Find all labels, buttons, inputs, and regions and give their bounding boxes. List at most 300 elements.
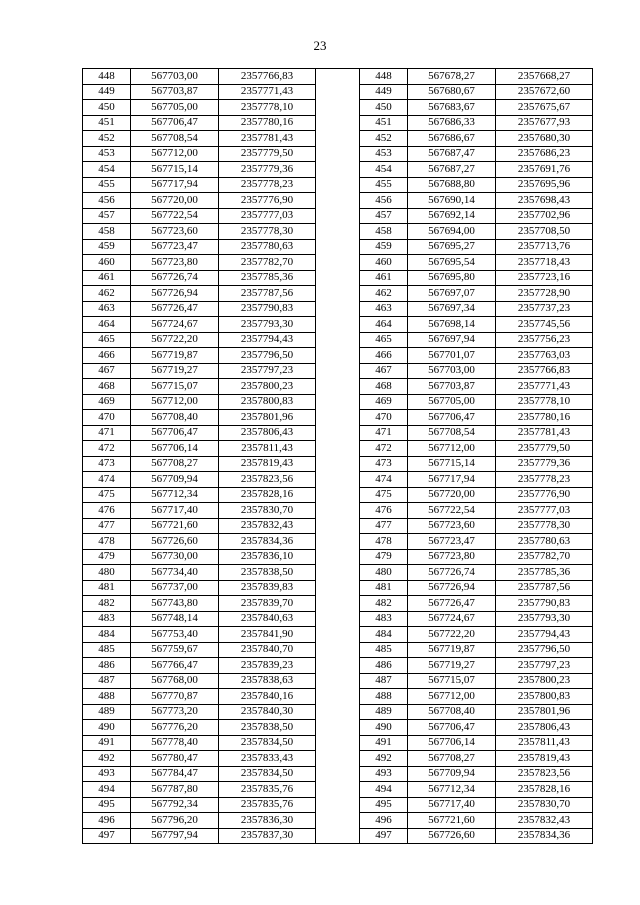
left-x-coordinate-cell: 567708,54 [131,131,219,147]
column-gap [316,441,360,457]
right-point-number-cell: 464 [360,317,408,333]
right-point-number-cell: 496 [360,813,408,829]
left-x-coordinate-cell: 567703,00 [131,69,219,85]
right-x-coordinate-cell: 567722,20 [408,627,496,643]
table-row [83,286,593,302]
left-x-coordinate-cell: 567709,94 [131,472,219,488]
left-point-number-cell: 480 [83,565,131,581]
right-y-coordinate-cell: 2357702,96 [496,208,593,224]
right-point-number-cell: 481 [360,580,408,596]
left-y-coordinate-cell: 2357800,23 [219,379,316,395]
table-row [83,828,593,844]
right-y-coordinate-cell: 2357793,30 [496,611,593,627]
left-y-coordinate-cell: 2357811,43 [219,441,316,457]
column-gap [316,69,360,85]
right-point-number-cell: 467 [360,363,408,379]
right-x-coordinate-cell: 567715,07 [408,673,496,689]
left-y-coordinate-cell: 2357776,90 [219,193,316,209]
left-x-coordinate-cell: 567706,47 [131,425,219,441]
left-point-number-cell: 481 [83,580,131,596]
right-y-coordinate-cell: 2357781,43 [496,425,593,441]
right-point-number-cell: 485 [360,642,408,658]
left-x-coordinate-cell: 567724,67 [131,317,219,333]
left-y-coordinate-cell: 2357834,50 [219,766,316,782]
right-y-coordinate-cell: 2357830,70 [496,797,593,813]
left-y-coordinate-cell: 2357838,50 [219,720,316,736]
left-x-coordinate-cell: 567726,60 [131,534,219,550]
right-x-coordinate-cell: 567712,34 [408,782,496,798]
left-x-coordinate-cell: 567703,87 [131,84,219,100]
right-point-number-cell: 487 [360,673,408,689]
column-gap [316,549,360,565]
right-y-coordinate-cell: 2357680,30 [496,131,593,147]
right-x-coordinate-cell: 567692,14 [408,208,496,224]
left-point-number-cell: 491 [83,735,131,751]
left-y-coordinate-cell: 2357835,76 [219,782,316,798]
left-point-number-cell: 468 [83,379,131,395]
left-point-number-cell: 476 [83,503,131,519]
table-row [83,673,593,689]
left-x-coordinate-cell: 567722,20 [131,332,219,348]
right-y-coordinate-cell: 2357771,43 [496,379,593,395]
right-y-coordinate-cell: 2357794,43 [496,627,593,643]
left-x-coordinate-cell: 567778,40 [131,735,219,751]
column-gap [316,797,360,813]
right-point-number-cell: 454 [360,162,408,178]
right-x-coordinate-cell: 567687,47 [408,146,496,162]
column-gap [316,208,360,224]
right-y-coordinate-cell: 2357811,43 [496,735,593,751]
left-y-coordinate-cell: 2357797,23 [219,363,316,379]
right-y-coordinate-cell: 2357672,60 [496,84,593,100]
left-x-coordinate-cell: 567730,00 [131,549,219,565]
right-x-coordinate-cell: 567698,14 [408,317,496,333]
right-point-number-cell: 477 [360,518,408,534]
right-y-coordinate-cell: 2357800,83 [496,689,593,705]
left-point-number-cell: 488 [83,689,131,705]
left-point-number-cell: 493 [83,766,131,782]
table-row [83,425,593,441]
right-x-coordinate-cell: 567708,54 [408,425,496,441]
right-point-number-cell: 453 [360,146,408,162]
left-y-coordinate-cell: 2357836,10 [219,549,316,565]
left-x-coordinate-cell: 567780,47 [131,751,219,767]
right-point-number-cell: 470 [360,410,408,426]
column-gap [316,131,360,147]
left-y-coordinate-cell: 2357780,16 [219,115,316,131]
left-point-number-cell: 462 [83,286,131,302]
table-row [83,534,593,550]
right-y-coordinate-cell: 2357779,36 [496,456,593,472]
left-y-coordinate-cell: 2357785,36 [219,270,316,286]
left-x-coordinate-cell: 567715,14 [131,162,219,178]
left-y-coordinate-cell: 2357839,70 [219,596,316,612]
left-x-coordinate-cell: 567722,54 [131,208,219,224]
left-point-number-cell: 459 [83,239,131,255]
left-x-coordinate-cell: 567717,94 [131,177,219,193]
left-x-coordinate-cell: 567726,94 [131,286,219,302]
left-y-coordinate-cell: 2357840,16 [219,689,316,705]
left-y-coordinate-cell: 2357806,43 [219,425,316,441]
column-gap [316,332,360,348]
right-point-number-cell: 491 [360,735,408,751]
right-y-coordinate-cell: 2357797,23 [496,658,593,674]
right-y-coordinate-cell: 2357686,23 [496,146,593,162]
column-gap [316,379,360,395]
column-gap [316,642,360,658]
right-x-coordinate-cell: 567721,60 [408,813,496,829]
left-x-coordinate-cell: 567726,74 [131,270,219,286]
left-y-coordinate-cell: 2357838,50 [219,565,316,581]
right-point-number-cell: 459 [360,239,408,255]
right-point-number-cell: 494 [360,782,408,798]
left-x-coordinate-cell: 567715,07 [131,379,219,395]
right-y-coordinate-cell: 2357778,10 [496,394,593,410]
right-x-coordinate-cell: 567719,27 [408,658,496,674]
left-y-coordinate-cell: 2357839,83 [219,580,316,596]
right-point-number-cell: 455 [360,177,408,193]
right-point-number-cell: 473 [360,456,408,472]
column-gap [316,720,360,736]
left-point-number-cell: 483 [83,611,131,627]
left-point-number-cell: 495 [83,797,131,813]
right-x-coordinate-cell: 567723,80 [408,549,496,565]
left-y-coordinate-cell: 2357839,23 [219,658,316,674]
table-row [83,611,593,627]
table-row [83,410,593,426]
table-row [83,704,593,720]
right-x-coordinate-cell: 567709,94 [408,766,496,782]
table-row [83,503,593,519]
table-row [83,518,593,534]
left-x-coordinate-cell: 567723,47 [131,239,219,255]
left-y-coordinate-cell: 2357828,16 [219,487,316,503]
table-row [83,456,593,472]
column-gap [316,301,360,317]
left-point-number-cell: 454 [83,162,131,178]
column-gap [316,100,360,116]
right-point-number-cell: 465 [360,332,408,348]
left-x-coordinate-cell: 567723,60 [131,224,219,240]
right-point-number-cell: 463 [360,301,408,317]
right-point-number-cell: 483 [360,611,408,627]
table-row [83,782,593,798]
column-gap [316,565,360,581]
right-x-coordinate-cell: 567683,67 [408,100,496,116]
right-y-coordinate-cell: 2357763,03 [496,348,593,364]
column-gap [316,270,360,286]
column-gap [316,518,360,534]
left-x-coordinate-cell: 567776,20 [131,720,219,736]
right-y-coordinate-cell: 2357776,90 [496,487,593,503]
right-x-coordinate-cell: 567723,47 [408,534,496,550]
right-x-coordinate-cell: 567697,07 [408,286,496,302]
right-y-coordinate-cell: 2357718,43 [496,255,593,271]
table-row [83,751,593,767]
column-gap [316,193,360,209]
right-x-coordinate-cell: 567703,87 [408,379,496,395]
left-x-coordinate-cell: 567721,60 [131,518,219,534]
table-row [83,193,593,209]
right-x-coordinate-cell: 567717,40 [408,797,496,813]
column-gap [316,348,360,364]
left-point-number-cell: 467 [83,363,131,379]
table-row [83,301,593,317]
left-x-coordinate-cell: 567737,00 [131,580,219,596]
right-x-coordinate-cell: 567706,47 [408,720,496,736]
left-point-number-cell: 477 [83,518,131,534]
left-x-coordinate-cell: 567712,00 [131,394,219,410]
table-row [83,177,593,193]
left-y-coordinate-cell: 2357782,70 [219,255,316,271]
right-point-number-cell: 449 [360,84,408,100]
column-gap [316,410,360,426]
right-point-number-cell: 472 [360,441,408,457]
left-point-number-cell: 465 [83,332,131,348]
right-y-coordinate-cell: 2357790,83 [496,596,593,612]
right-y-coordinate-cell: 2357695,96 [496,177,593,193]
right-point-number-cell: 484 [360,627,408,643]
right-point-number-cell: 466 [360,348,408,364]
right-x-coordinate-cell: 567717,94 [408,472,496,488]
left-x-coordinate-cell: 567717,40 [131,503,219,519]
right-point-number-cell: 452 [360,131,408,147]
left-y-coordinate-cell: 2357833,43 [219,751,316,767]
left-point-number-cell: 471 [83,425,131,441]
table-row [83,720,593,736]
right-y-coordinate-cell: 2357675,67 [496,100,593,116]
left-x-coordinate-cell: 567723,80 [131,255,219,271]
right-y-coordinate-cell: 2357713,76 [496,239,593,255]
left-point-number-cell: 448 [83,69,131,85]
left-point-number-cell: 484 [83,627,131,643]
right-x-coordinate-cell: 567695,27 [408,239,496,255]
right-point-number-cell: 489 [360,704,408,720]
left-x-coordinate-cell: 567797,94 [131,828,219,844]
right-x-coordinate-cell: 567705,00 [408,394,496,410]
left-y-coordinate-cell: 2357794,43 [219,332,316,348]
right-x-coordinate-cell: 567708,27 [408,751,496,767]
right-point-number-cell: 456 [360,193,408,209]
left-point-number-cell: 496 [83,813,131,829]
table-row [83,394,593,410]
left-x-coordinate-cell: 567706,14 [131,441,219,457]
column-gap [316,689,360,705]
right-y-coordinate-cell: 2357834,36 [496,828,593,844]
left-y-coordinate-cell: 2357819,43 [219,456,316,472]
right-x-coordinate-cell: 567706,14 [408,735,496,751]
page-number: 23 [313,38,327,53]
left-y-coordinate-cell: 2357841,90 [219,627,316,643]
right-point-number-cell: 462 [360,286,408,302]
left-point-number-cell: 458 [83,224,131,240]
column-gap [316,317,360,333]
table-row [83,441,593,457]
right-x-coordinate-cell: 567722,54 [408,503,496,519]
right-x-coordinate-cell: 567686,67 [408,131,496,147]
column-gap [316,658,360,674]
right-y-coordinate-cell: 2357766,83 [496,363,593,379]
table-row [83,162,593,178]
left-point-number-cell: 463 [83,301,131,317]
left-y-coordinate-cell: 2357778,30 [219,224,316,240]
table-row [83,379,593,395]
right-y-coordinate-cell: 2357698,43 [496,193,593,209]
column-gap [316,503,360,519]
left-point-number-cell: 479 [83,549,131,565]
table-row [83,69,593,85]
table-row [83,658,593,674]
right-point-number-cell: 478 [360,534,408,550]
table-row [83,642,593,658]
right-x-coordinate-cell: 567708,40 [408,704,496,720]
table-row [83,208,593,224]
right-point-number-cell: 460 [360,255,408,271]
right-x-coordinate-cell: 567726,47 [408,596,496,612]
right-point-number-cell: 488 [360,689,408,705]
right-x-coordinate-cell: 567695,54 [408,255,496,271]
left-y-coordinate-cell: 2357779,36 [219,162,316,178]
left-point-number-cell: 482 [83,596,131,612]
table-row [83,115,593,131]
left-y-coordinate-cell: 2357823,56 [219,472,316,488]
right-x-coordinate-cell: 567720,00 [408,487,496,503]
left-x-coordinate-cell: 567706,47 [131,115,219,131]
right-y-coordinate-cell: 2357745,56 [496,317,593,333]
left-y-coordinate-cell: 2357778,23 [219,177,316,193]
table-row [83,565,593,581]
left-point-number-cell: 478 [83,534,131,550]
right-x-coordinate-cell: 567723,60 [408,518,496,534]
column-gap [316,472,360,488]
left-x-coordinate-cell: 567770,87 [131,689,219,705]
left-point-number-cell: 456 [83,193,131,209]
left-y-coordinate-cell: 2357801,96 [219,410,316,426]
left-x-coordinate-cell: 567712,00 [131,146,219,162]
left-point-number-cell: 494 [83,782,131,798]
left-y-coordinate-cell: 2357771,43 [219,84,316,100]
left-y-coordinate-cell: 2357793,30 [219,317,316,333]
left-y-coordinate-cell: 2357838,63 [219,673,316,689]
left-x-coordinate-cell: 567748,14 [131,611,219,627]
column-gap [316,782,360,798]
left-x-coordinate-cell: 567753,40 [131,627,219,643]
left-y-coordinate-cell: 2357777,03 [219,208,316,224]
left-point-number-cell: 469 [83,394,131,410]
left-point-number-cell: 497 [83,828,131,844]
left-y-coordinate-cell: 2357837,30 [219,828,316,844]
table-row [83,239,593,255]
left-x-coordinate-cell: 567787,80 [131,782,219,798]
left-y-coordinate-cell: 2357840,30 [219,704,316,720]
table-row [83,100,593,116]
right-y-coordinate-cell: 2357691,76 [496,162,593,178]
left-y-coordinate-cell: 2357796,50 [219,348,316,364]
left-y-coordinate-cell: 2357800,83 [219,394,316,410]
right-point-number-cell: 482 [360,596,408,612]
left-y-coordinate-cell: 2357790,83 [219,301,316,317]
right-x-coordinate-cell: 567687,27 [408,162,496,178]
right-y-coordinate-cell: 2357677,93 [496,115,593,131]
table-row [83,580,593,596]
left-point-number-cell: 452 [83,131,131,147]
left-point-number-cell: 451 [83,115,131,131]
column-gap [316,115,360,131]
left-x-coordinate-cell: 567734,40 [131,565,219,581]
left-y-coordinate-cell: 2357834,36 [219,534,316,550]
column-gap [316,735,360,751]
left-point-number-cell: 487 [83,673,131,689]
left-y-coordinate-cell: 2357781,43 [219,131,316,147]
left-y-coordinate-cell: 2357787,56 [219,286,316,302]
right-y-coordinate-cell: 2357737,23 [496,301,593,317]
left-y-coordinate-cell: 2357779,50 [219,146,316,162]
column-gap [316,177,360,193]
left-point-number-cell: 460 [83,255,131,271]
left-y-coordinate-cell: 2357830,70 [219,503,316,519]
right-x-coordinate-cell: 567712,00 [408,689,496,705]
column-gap [316,611,360,627]
table-row [83,627,593,643]
right-point-number-cell: 451 [360,115,408,131]
right-point-number-cell: 493 [360,766,408,782]
left-x-coordinate-cell: 567720,00 [131,193,219,209]
table-row [83,487,593,503]
right-x-coordinate-cell: 567695,80 [408,270,496,286]
right-point-number-cell: 495 [360,797,408,813]
right-point-number-cell: 486 [360,658,408,674]
column-gap [316,162,360,178]
right-point-number-cell: 476 [360,503,408,519]
table-row [83,332,593,348]
left-x-coordinate-cell: 567708,27 [131,456,219,472]
right-point-number-cell: 461 [360,270,408,286]
left-x-coordinate-cell: 567792,34 [131,797,219,813]
left-y-coordinate-cell: 2357766,83 [219,69,316,85]
right-x-coordinate-cell: 567680,67 [408,84,496,100]
right-y-coordinate-cell: 2357782,70 [496,549,593,565]
column-gap [316,828,360,844]
right-y-coordinate-cell: 2357723,16 [496,270,593,286]
left-x-coordinate-cell: 567768,00 [131,673,219,689]
right-y-coordinate-cell: 2357785,36 [496,565,593,581]
left-x-coordinate-cell: 567773,20 [131,704,219,720]
column-gap [316,224,360,240]
table-row [83,549,593,565]
table-row [83,131,593,147]
column-gap [316,751,360,767]
table-row [83,146,593,162]
left-point-number-cell: 453 [83,146,131,162]
right-y-coordinate-cell: 2357828,16 [496,782,593,798]
right-x-coordinate-cell: 567690,14 [408,193,496,209]
table-row [83,255,593,271]
column-gap [316,766,360,782]
column-gap [316,456,360,472]
column-gap [316,627,360,643]
right-x-coordinate-cell: 567712,00 [408,441,496,457]
column-gap [316,487,360,503]
right-y-coordinate-cell: 2357708,50 [496,224,593,240]
right-x-coordinate-cell: 567724,67 [408,611,496,627]
table-row [83,472,593,488]
column-gap [316,239,360,255]
right-y-coordinate-cell: 2357832,43 [496,813,593,829]
left-point-number-cell: 485 [83,642,131,658]
left-point-number-cell: 489 [83,704,131,720]
right-x-coordinate-cell: 567726,74 [408,565,496,581]
right-y-coordinate-cell: 2357779,50 [496,441,593,457]
